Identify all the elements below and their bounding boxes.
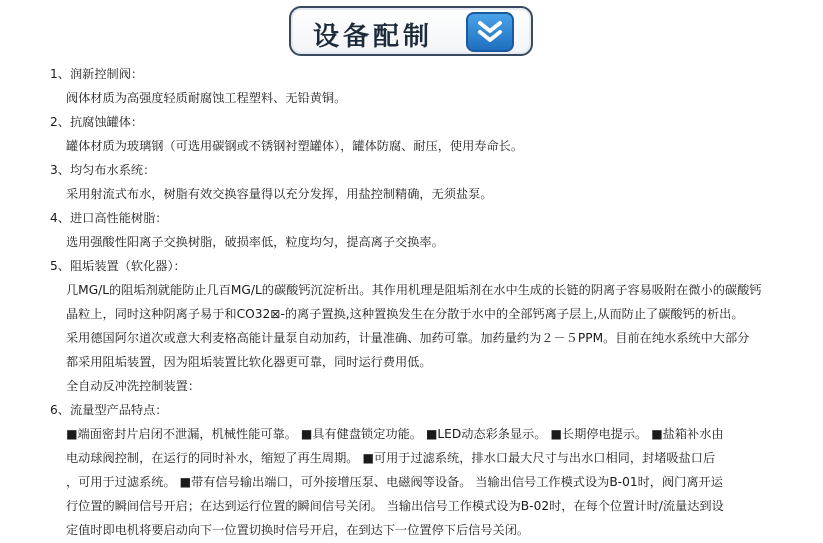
item-text: 选用强酸性阳离子交换树脂，破损率低，粒度均匀，提高离子交换率。 — [66, 235, 444, 249]
item-text: 定值时即电机将要启动向下一位置切换时信号开启，在到达下一位置停下后信号关闭。 — [66, 523, 530, 537]
item-heading: 5、阻垢装置（软化器）： — [50, 259, 186, 273]
item-heading: 1、润新控制阀： — [50, 67, 144, 81]
item-heading: 3、均匀布水系统： — [50, 163, 156, 177]
item-text: 采用射流式布水，树脂有效交换容量得以充分发挥，用盐控制精确，无须盐泵。 — [66, 187, 493, 201]
item-text: 电动球阀控制，在运行的同时补水，缩短了再生周期。 ■可用于过滤系统，排水口最大尺寸与出水口相同，封堵吸盐口后 — [66, 451, 716, 465]
item-text: 都采用阻垢装置，因为阻垢装置比软化器更可靠，同时运行费用低。 — [66, 355, 432, 369]
item-text: 全自动反冲洗控制装置： — [66, 379, 201, 393]
section-title-badge — [289, 6, 533, 56]
item-text: 晶粒上，同时这种阴离子易于和CO32⊠-的离子置换,这种置换发生在分散于水中的全部钙离子层上,从而防止了碳酸钙的析出。 — [66, 307, 744, 321]
chevron-double-down-icon — [466, 12, 514, 52]
item-text: ■端面密封片启闭不泄漏，机械性能可靠。 ■具有健盘锁定功能。 ■LED动态彩条显示。 ■长期停电提示。 ■盐箱补水由 — [66, 427, 724, 441]
spec-list — [50, 62, 810, 542]
item-text: 阀体材质为高强度轻质耐腐蚀工程塑料、无铅黄铜。 — [66, 91, 347, 105]
item-heading: 4、进口高性能树脂： — [50, 211, 168, 225]
item-text: ，可用于过滤系统。 ■带有信号输出端口，可外接增压泵、电磁阀等设备。 当输出信号工作模式设为B-01时，阀门离开运 — [66, 475, 723, 489]
item-heading: 2、抗腐蚀罐体： — [50, 115, 144, 129]
item-text: 几MG/L的阻垢剂就能防止几百MG/L的碳酸钙沉淀析出。其作用机理是阻垢剂在水中生成的长链的阴离子容易吸附在微小的碳酸钙 — [66, 283, 762, 297]
item-text: 采用德国阿尔道次或意大利麦格高能计量泵自动加药，计量准确、加药可靠。加药量约为２－５PPM。目前在纯水系统中大部分 — [66, 331, 750, 345]
item-text: 罐体材质为玻璃钢（可选用碳钢或不锈钢衬塑罐体），罐体防腐、耐压，使用寿命长。 — [66, 139, 524, 153]
page-title: 设备配制 — [313, 22, 434, 52]
item-heading: 6、流量型产品特点： — [50, 403, 168, 417]
item-text: 行位置的瞬间信号开启；在达到运行位置的瞬间信号关闭。 当输出信号工作模式设为B-02时，在每个位置计时/流量达到设 — [66, 499, 724, 513]
